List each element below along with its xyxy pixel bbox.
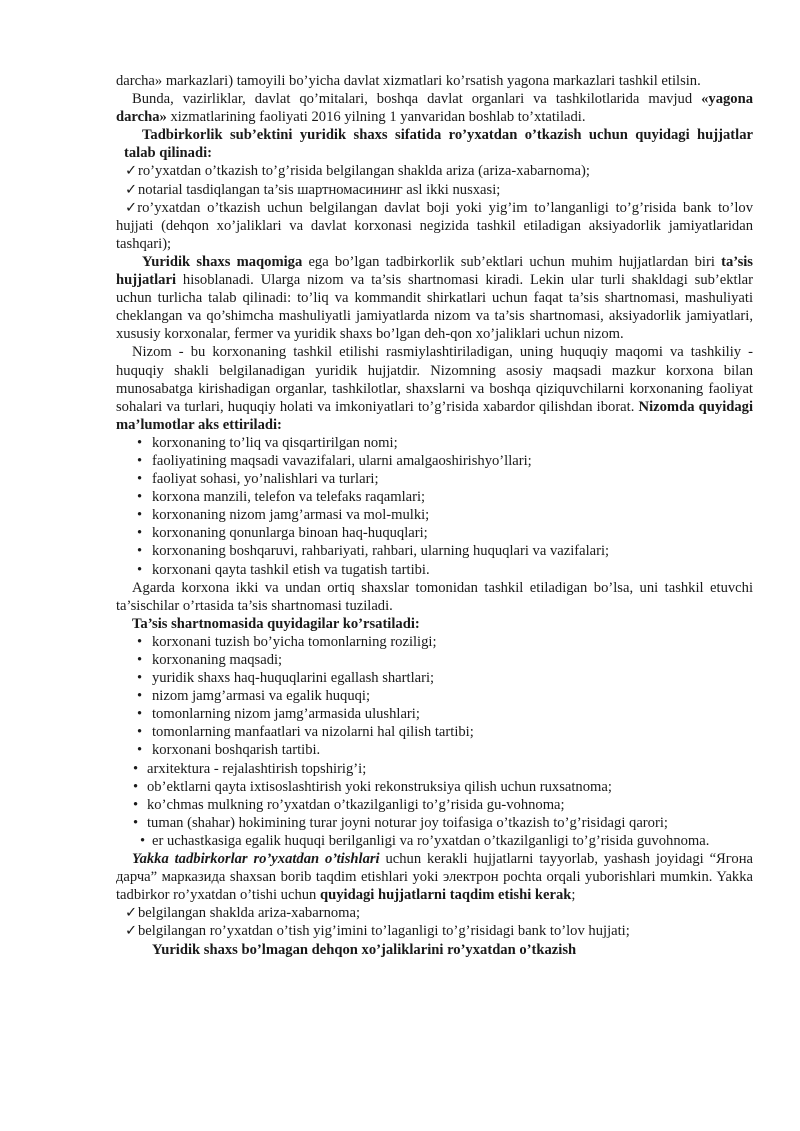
bullet-icon: • — [137, 489, 143, 506]
checklist-item: ✓ro’yxatdan o’tkazish uchun belgilangan davlat boji yoki yig’im to’langanligi to’g’risida bank to’lov hujjati (dehqon xo’jaliklari va davlat korxonasi negizida tashkil etiladigan aksiyadorlik jamiyatlaridan tashqari); — [116, 199, 753, 252]
bullet-icon: • — [137, 452, 143, 469]
bullet-icon: • — [137, 507, 143, 524]
bullet-icon: • — [137, 688, 143, 705]
bullet-icon: • — [133, 796, 139, 813]
bullet-icon: • — [137, 633, 143, 650]
list-item: • er uchastkasiga egalik huquqi berilganligi va ro’yxatdan o’tkazilganligi to’g’risida guvohnoma. — [140, 832, 710, 849]
check-icon: ✓ — [125, 199, 138, 216]
list-item: • korxonani boshqarish tartibi. — [137, 742, 321, 759]
list-item: • korxonani qayta tashkil etish va tugatish tartibi. — [137, 561, 430, 578]
list-item: • korxonaning maqsadi; — [137, 652, 283, 668]
checklist-item: ✓belgilangan ro’yxatdan o’tish yig’imini to’laganligi to’g’risidagi bank to’lov hujjati; — [125, 923, 630, 940]
paragraph-yagona-markazlar: darcha» markazlari) tamoyili bo’yicha davlat xizmatlari ko’rsatish yagona markazlari tashkil etilsin. — [116, 73, 701, 89]
list-item: • korxonaning qonunlarga binoan haq-huquqlari; — [137, 525, 428, 542]
bullet-icon: • — [137, 706, 143, 723]
list-item: • korxonaning nizom jamg’armasi va mol-mulki; — [137, 507, 430, 524]
list-item: • yuridik shaxs haq-huquqlarini egallash shartlari; — [137, 670, 435, 687]
list-item: • tomonlarning nizom jamg’armasida ulushlari; — [137, 706, 420, 723]
paragraph-yuridik-shaxs: Yuridik shaxs maqomiga ega bo’lgan tadbirkorlik sub’ektlari uchun muhim hujjatlardan biri ta’sis hujjatlari hisoblanadi. Ularga nizom va ta’sis shartnomasi kiradi. Lekin ular turli shakldagi sub’ektlar uchun turlicha talab qilinadi: to’liq va kommandit shirkatlari uchun faqat ta’sis shartnomasi, mashuliyati cheklangan va qo’shimcha mashuliyatli jamiyatlarda nizom va ta’sis shartnomasi, aksiyadorlik jamiyatlari, xususiy korxonalar, fermer va yuridik shaxs bo’lgan deh-qon xo’jaliklari uchun nizom. — [116, 253, 753, 343]
bullet-icon: • — [133, 778, 139, 795]
paragraph-agarda: Agarda korxona ikki va undan ortiq shaxslar tomonidan tashkil etiladigan bo’lsa, uni tashkil etuvchi ta’sischilar o’rtasida ta’sis shartnomasi tuziladi. — [116, 579, 753, 614]
list-item: • arxitektura - rejalashtirish topshirig’i; — [133, 760, 367, 777]
bullet-icon: • — [137, 434, 143, 451]
paragraph-nizom: Nizom - bu korxonaning tashkil etilishi rasmiylashtiriladigan, uning huquqiy maqomi va tashkiliy - huquqiy shakli belgilanadigan yuridik hujjatdir. Nizomning asosiy maqsadi mazkur korxona bilan munosabatga kirishadigan organlar, tashkilotlar, shaxslarni va boshqa qiziquvchilarni korxonaning faoliyat sohalari va turlari, huquqiy holati va imkoniyatlari to’g’risida xabardor qilishdan iborat. Nizomda quyidagi ma’lumotlar aks ettiriladi: — [116, 344, 754, 433]
heading-dehqon-xojaliklari: Yuridik shaxs bo’lmagan dehqon xo’jaliklarini ro’yxatdan o’tkazish — [152, 941, 577, 958]
paragraph-bunda: Bunda, vazirliklar, davlat qo’mitalari, boshqa davlat organlari va tashkilotlarida mavjud «yagona darcha» xizmatlarining faoliyati 2016 yilning 1 yanvaridan boshlab to’xtatiladi. — [116, 91, 753, 126]
list-item: • korxonaning boshqaruvi, rahbariyati, rahbari, ularning huquqlari va vazifalari; — [137, 543, 610, 560]
bullet-icon: • — [137, 724, 143, 741]
list-item: • ob’ektlarni qayta ixtisoslashtirish yoki rekonstruksiya qilish uchun ruxsatnoma; — [133, 778, 612, 795]
bullet-icon: • — [137, 742, 143, 759]
bullet-icon: • — [133, 760, 139, 777]
list-item: • korxonaning to’liq va qisqartirilgan nomi; — [137, 434, 398, 451]
heading-required-documents: Tadbirkorlik sub’ektini yuridik shaxs sifatida ro’yxatdan o’tkazish uchun quyidagi hujjatlar talab qilinadi: — [124, 127, 753, 162]
list-item: • faoliyatining maqsadi vavazifalari, ularni amalgaoshirishyo’llari; — [137, 452, 532, 469]
checklist-item: ✓ro’yxatdan o’tkazish to’g’risida belgilangan shaklda ariza (ariza-xabarnoma); — [125, 163, 590, 180]
check-icon: ✓ — [125, 923, 138, 940]
bullet-icon: • — [137, 561, 143, 578]
yagona-darcha-term: «yagona darcha» — [116, 91, 753, 126]
list-item: • korxonani tuzish bo’yicha tomonlarning roziligi; — [137, 633, 437, 650]
bullet-icon: • — [137, 670, 143, 687]
bullet-icon: • — [140, 832, 146, 849]
document-body — [116, 72, 753, 959]
checklist-item: ✓belgilangan shaklda ariza-xabarnoma; — [125, 905, 361, 922]
list-item: • faoliyat sohasi, yo’nalishlari va turlari; — [137, 471, 379, 488]
bullet-icon: • — [137, 652, 143, 668]
bullet-icon: • — [137, 471, 143, 488]
bullet-icon: • — [133, 814, 139, 831]
checklist-item: ✓notarial tasdiqlangan ta’sis шартномасининг asl ikki nusxasi; — [125, 181, 501, 198]
paragraph-yakka-tadbirkorlar: Yakka tadbirkorlar ro’yxatdan o’tishlari uchun kerakli hujjatlarni tayyorlab, yashash joyidagi “Ягона дарча” марказида shaxsan borib taqdim etishlari yoki электрон pochta orqali yuborishlari mumkin. Yakka tadbirkor ro’yxatdan o’tishi uchun quyidagi hujjatlarni taqdim etishi kerak; — [116, 851, 753, 904]
list-item: • ko’chmas mulkning ro’yxatdan o’tkazilganligi to’g’risida gu-vohnoma; — [133, 796, 565, 813]
bullet-icon: • — [137, 525, 143, 542]
list-item: • nizom jamg’armasi va egalik huquqi; — [137, 688, 371, 705]
check-icon: ✓ — [125, 181, 138, 198]
heading-tasis-shartnomasi: Ta’sis shartnomasida quyidagilar ko’rsatiladi: — [132, 615, 420, 632]
list-item: • tuman (shahar) hokimining turar joyni noturar joy toifasiga o’tkazish to’g’risidagi qarori; — [133, 814, 668, 831]
check-icon: ✓ — [125, 905, 138, 922]
check-icon: ✓ — [125, 163, 138, 180]
list-item: • korxona manzili, telefon va telefaks raqamlari; — [137, 489, 426, 506]
list-item: • tomonlarning manfaatlari va nizolarni hal qilish tartibi; — [137, 724, 474, 741]
bullet-icon: • — [137, 543, 143, 560]
